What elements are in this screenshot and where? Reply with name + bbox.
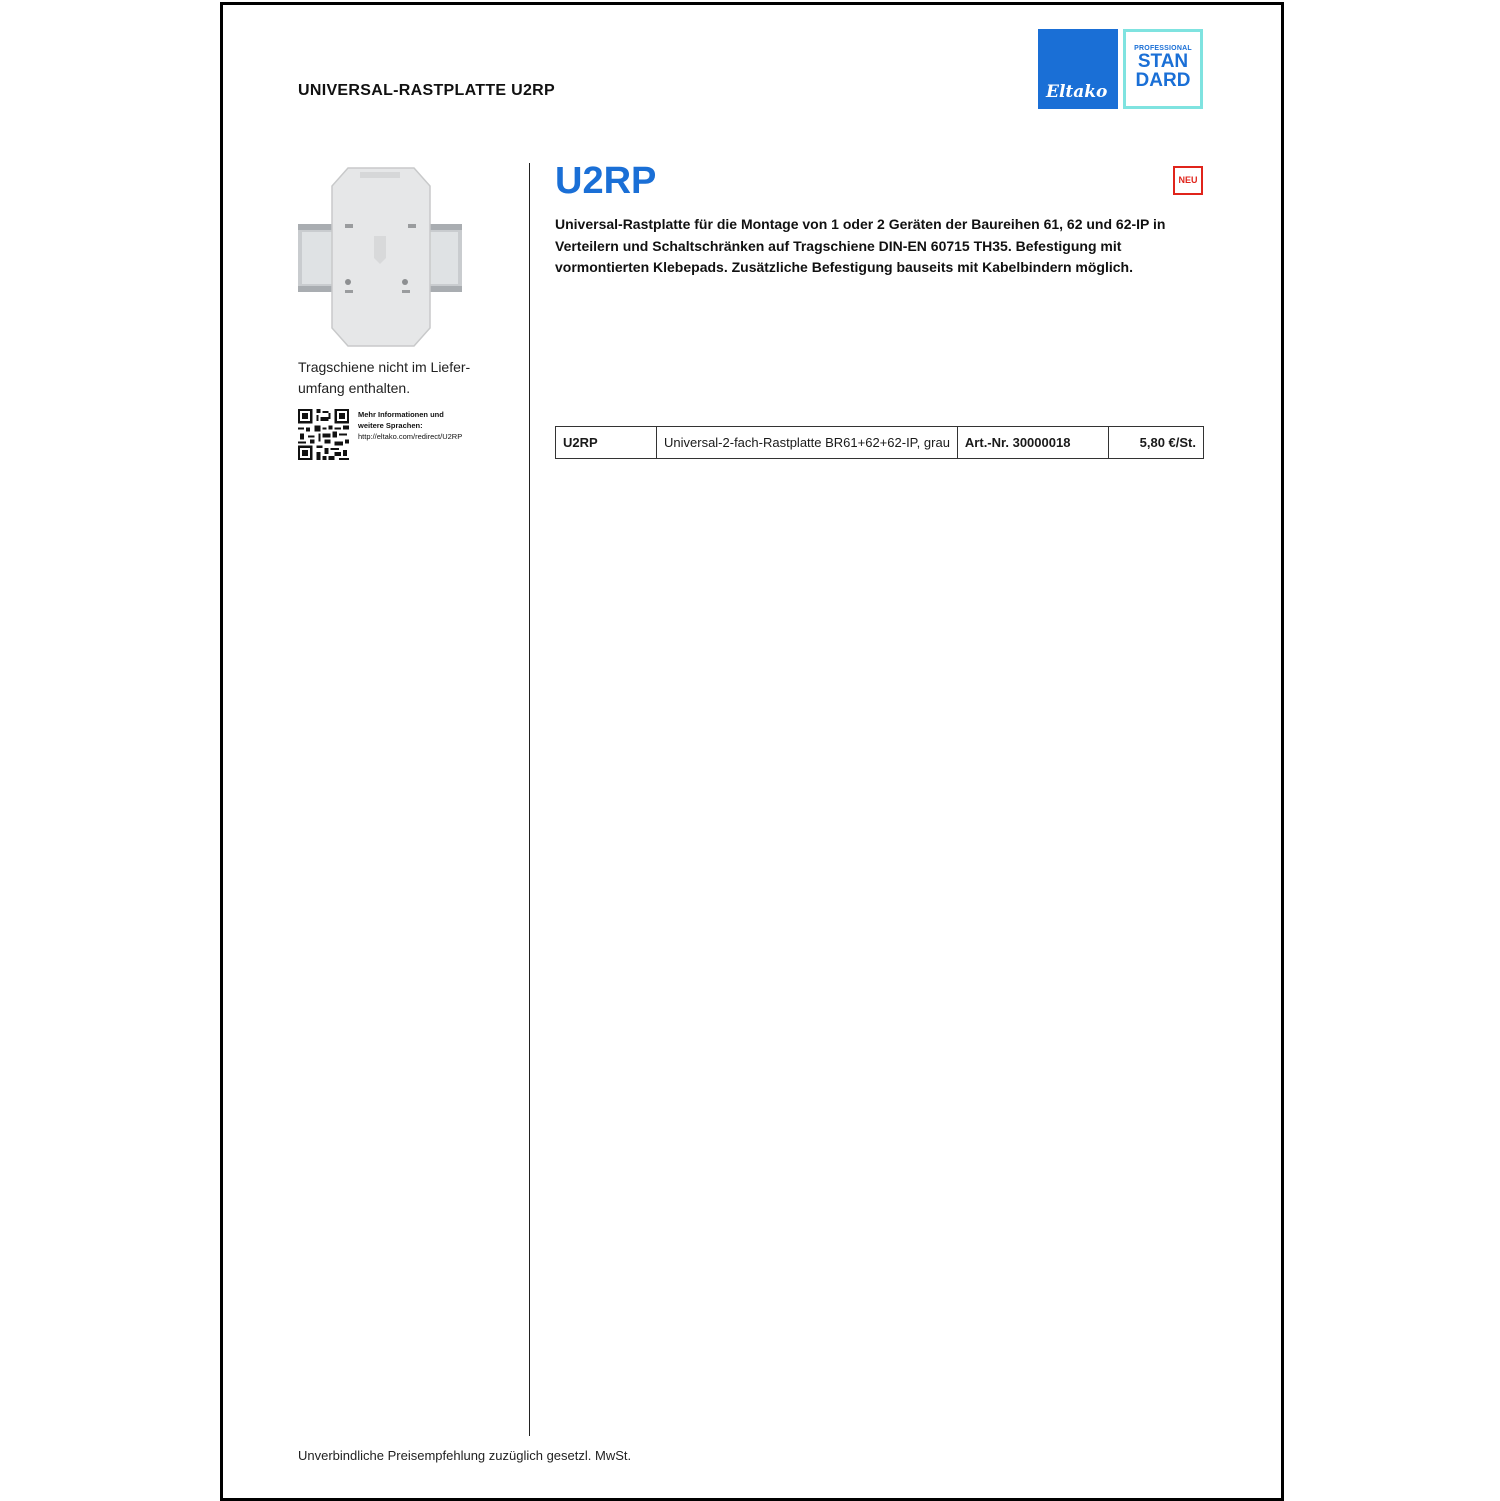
page-title: UNIVERSAL-RASTPLATTE U2RP xyxy=(298,82,555,99)
product-photo xyxy=(298,166,462,348)
more-info-url-link[interactable]: http://eltako.com/redirect/U2RP xyxy=(358,432,463,441)
product-description: Universal-Rastplatte für die Montage von 1 oder 2 Geräten der Baureihen 61, 62 und 62-IP in Verteilern und Schaltschränken auf Tragschiene DIN-EN 60715 TH35. Befestigung mit vormontierten Klebepads. Zusätzliche Befestigung bauseits mit Kabelbindern möglich. xyxy=(555,216,1166,275)
new-badge: NEU xyxy=(1173,166,1203,195)
badge-line-professional: PROFESSIONAL xyxy=(1134,45,1192,52)
eltako-logo xyxy=(1038,29,1118,109)
table-cell-type: U2RP xyxy=(556,427,657,459)
more-info-title-2: weitere Sprachen: xyxy=(358,421,423,430)
more-info-block xyxy=(358,409,462,442)
table-row xyxy=(556,427,1204,459)
product-caption xyxy=(298,357,470,399)
qr-code-icon[interactable] xyxy=(298,409,349,460)
table-cell-description: Universal-2-fach-Rastplatte BR61+62+62-IP, grau xyxy=(657,427,958,459)
more-info-title-1: Mehr Informationen und xyxy=(358,410,444,419)
caption-line-2: umfang enthalten. xyxy=(298,380,411,396)
professional-standard-badge xyxy=(1123,29,1203,109)
column-divider xyxy=(529,163,530,1436)
table-cell-article-number: Art.-Nr. 30000018 xyxy=(957,427,1108,459)
order-table xyxy=(555,426,1204,459)
footer-note: Unverbindliche Preisempfehlung zuzüglich gesetzl. MwSt. xyxy=(298,1448,632,1463)
table-cell-price: 5,80 €/St. xyxy=(1108,427,1203,459)
product-code-heading: U2RP xyxy=(555,160,657,202)
eltako-logo-text: Eltako xyxy=(1046,82,1108,102)
badge-line-stan: STAN xyxy=(1137,51,1189,72)
badge-line-dard: DARD xyxy=(1135,70,1191,91)
caption-line-1: Tragschiene nicht im Liefer- xyxy=(298,359,471,375)
